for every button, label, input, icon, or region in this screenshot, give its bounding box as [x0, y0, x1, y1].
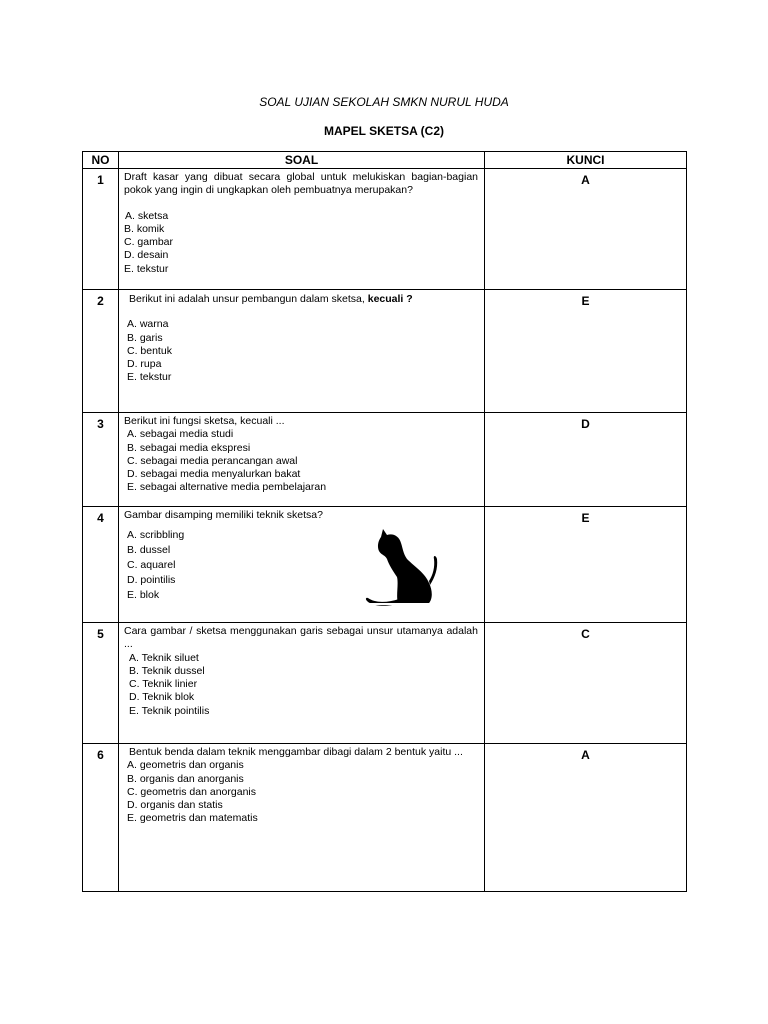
option-c: C. Teknik linier: [129, 678, 198, 691]
option-list: [124, 652, 478, 718]
answer-key: E: [485, 507, 687, 623]
question-text: Berikut ini fungsi sketsa, kecuali ...: [124, 415, 285, 427]
option-a: A. sebagai media studi: [127, 428, 234, 441]
option-b: B. Teknik dussel: [129, 664, 205, 677]
option-c: C. geometris dan anorganis: [127, 785, 256, 798]
option-e: E. Teknik pointilis: [129, 704, 210, 717]
question-number: 3: [83, 413, 119, 507]
question-text: Bentuk benda dalam teknik menggambar dibagi dalam 2 bentuk yaitu ...: [129, 746, 463, 758]
table-row: [83, 290, 687, 413]
option-list: [124, 428, 478, 494]
option-a: A. scribbling: [127, 529, 185, 542]
table-row: [83, 413, 687, 507]
answer-key: A: [485, 744, 687, 892]
answer-key: D: [485, 413, 687, 507]
table-row: [83, 169, 687, 290]
question-number: 4: [83, 507, 119, 623]
cat-silhouette-icon: [359, 515, 441, 610]
option-c: C. sebagai media perancangan awal: [127, 454, 298, 467]
answer-key: A: [485, 169, 687, 290]
option-e: E. sebagai alternative media pembelajaran: [127, 481, 327, 494]
question-text: [124, 292, 478, 306]
table-row: [83, 744, 687, 892]
question-text: Draft kasar yang dibuat secara global untuk melukiskan bagian-bagian pokok yang ingin di ungkapkan oleh pembuatnya merupakan?: [124, 171, 478, 197]
question-number: 5: [83, 623, 119, 744]
option-d: D. organis dan statis: [127, 799, 223, 812]
question-number: 1: [83, 169, 119, 290]
option-e: E. geometris dan matematis: [127, 812, 258, 825]
option-b: B. komik: [124, 222, 165, 235]
option-b: B. sebagai media ekspresi: [127, 441, 251, 454]
option-list: [124, 759, 478, 825]
table-row: [83, 507, 687, 623]
question-cell: [119, 413, 485, 507]
header-no: NO: [83, 152, 119, 169]
question-table: [82, 151, 687, 892]
table-row: [83, 623, 687, 744]
option-c: C. aquarel: [127, 559, 176, 572]
option-a: A. geometris dan organis: [127, 759, 244, 772]
question-cell: [119, 290, 485, 413]
question-text-main: Berikut ini adalah unsur pembangun dalam sketsa,: [129, 293, 365, 305]
question-cell: [119, 507, 485, 623]
option-b: B. garis: [127, 331, 163, 344]
document-subtitle: MAPEL SKETSA (C2): [323, 124, 444, 138]
option-e: E. tekstur: [124, 262, 169, 275]
document-title: SOAL UJIAN SEKOLAH SMKN NURUL HUDA: [259, 95, 509, 109]
option-d: D. desain: [124, 249, 169, 262]
answer-key: C: [485, 623, 687, 744]
option-a: A. Teknik siluet: [129, 651, 199, 664]
question-number: 6: [83, 744, 119, 892]
option-d: D. rupa: [127, 358, 162, 371]
option-e: E. blok: [127, 589, 160, 602]
option-d: D. pointilis: [127, 574, 176, 587]
option-list: [124, 210, 478, 276]
option-b: B. dussel: [127, 544, 171, 557]
option-e: E. tekstur: [127, 371, 172, 384]
option-c: C. bentuk: [127, 344, 172, 357]
option-d: D. sebagai media menyalurkan bakat: [127, 468, 301, 481]
question-text-emphasis: kecuali ?: [367, 293, 413, 305]
header-kunci: KUNCI: [485, 152, 687, 169]
option-list: [124, 318, 478, 384]
question-number: 2: [83, 290, 119, 413]
option-a: A. sketsa: [125, 209, 169, 222]
question-cell: [119, 744, 485, 892]
question-text: Gambar disamping memiliki teknik sketsa?: [124, 509, 323, 521]
answer-key: E: [485, 290, 687, 413]
option-c: C. gambar: [124, 236, 174, 249]
question-cell: [119, 623, 485, 744]
option-d: D. Teknik blok: [129, 691, 195, 704]
question-text: Cara gambar / sketsa menggunakan garis sebagai unsur utamanya adalah ...: [124, 625, 478, 651]
question-cell: [119, 169, 485, 290]
table-header-row: [83, 152, 687, 169]
option-b: B. organis dan anorganis: [127, 772, 244, 785]
header-soal: SOAL: [119, 152, 485, 169]
option-a: A. warna: [127, 318, 169, 331]
